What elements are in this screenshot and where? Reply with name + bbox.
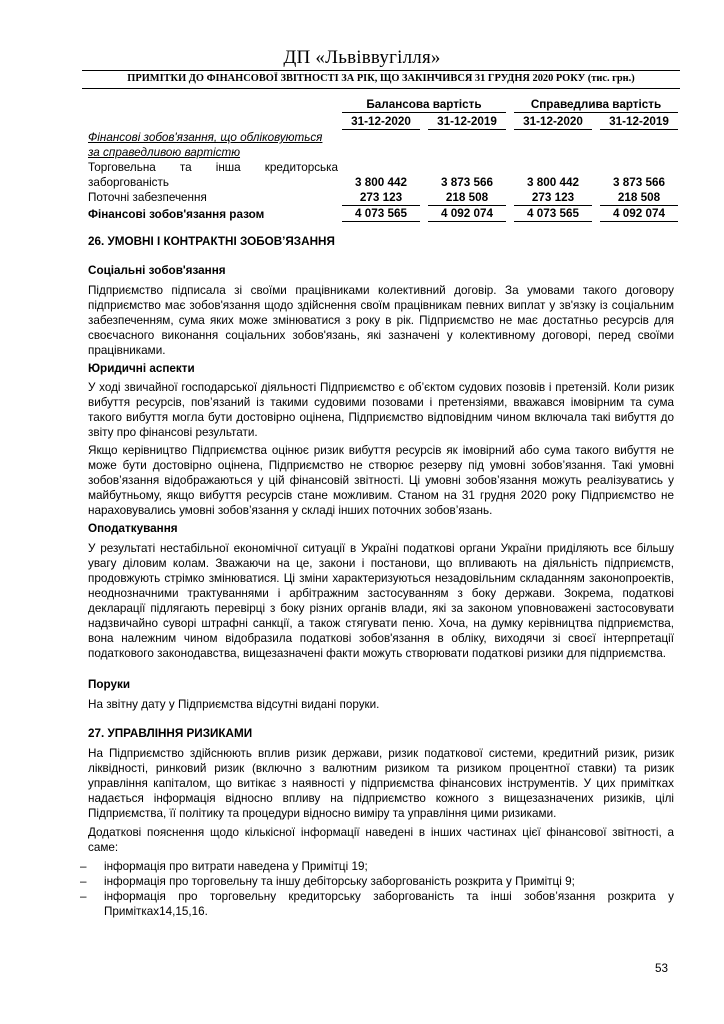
risk-management-paragraph-2: Додаткові пояснення щодо кількісної інформації наведені в інших частинах цієї фінансової звітності, а саме: bbox=[88, 826, 674, 854]
table-section-title: Фінансові зобов'язання, що обліковуються за справедливою вартістю bbox=[88, 131, 323, 159]
company-name: ДП «Львіввугілля» bbox=[283, 47, 441, 68]
table-cell: 3 873 566 bbox=[441, 176, 493, 189]
risk-management-paragraph-1: На Підприємство здійснюють вплив ризик держави, ризик податкової системи, кредитний ризик, ризик ліквідності, ринковий ризик (включно з валютним ризиком та ризиком процентної ставки) та ризик управління капіталом, що витікає з наявності у підприємства фінансових інструментів. У цих примітках надається інформація відносно впливу на підприємство кожного з вищезазначених ризиків, цілі Підприємства, її політику та процедури відносно виміру та управління цими ризиками. bbox=[88, 747, 674, 820]
table-cell: 4 073 565 bbox=[510, 205, 596, 222]
list-item: – інформація про витрати наведена у Примітці 19; bbox=[80, 860, 368, 873]
table-row bbox=[88, 160, 682, 190]
column-header: 31-12-2019 bbox=[596, 114, 682, 130]
financial-liabilities-table bbox=[88, 97, 682, 222]
list-item: – інформація про торговельну кредиторську заборгованість та інші зобов’язання розкрита у Примітках14,15,16. bbox=[80, 890, 674, 918]
dash-bullet: – bbox=[80, 860, 87, 873]
page-number: 53 bbox=[655, 962, 669, 975]
column-header: 31-12-2020 bbox=[338, 114, 424, 130]
table-group-header-row bbox=[88, 97, 682, 114]
table-cell: 273 123 bbox=[359, 191, 403, 204]
guarantees-paragraph: На звітну дату у Підприємства відсутні видані поруки. bbox=[88, 698, 380, 711]
row-label: Торговельна та інша кредиторська заборгованість bbox=[88, 161, 338, 189]
table-year-header-row bbox=[88, 114, 682, 130]
dash-bullet: – bbox=[80, 890, 87, 903]
table-cell: 273 123 bbox=[531, 191, 575, 204]
column-group-book-value: Балансова вартість bbox=[338, 97, 510, 114]
header-rule-top bbox=[82, 70, 680, 71]
table-cell: 3 800 442 bbox=[355, 176, 407, 189]
column-header: 31-12-2020 bbox=[510, 114, 596, 130]
section-27-title: 27. УПРАВЛІННЯ РИЗИКАМИ bbox=[88, 727, 253, 740]
table-cell: 3 800 442 bbox=[527, 176, 579, 189]
table-cell: 4 073 565 bbox=[338, 205, 424, 222]
social-obligations-heading: Соціальні зобов'язання bbox=[88, 264, 226, 277]
table-section-title-row bbox=[88, 130, 682, 160]
guarantees-heading: Поруки bbox=[88, 678, 131, 691]
social-obligations-paragraph: Підприємство підписала зі своїми працівниками колективний договір. За умовами такого договору підприємство має зобов'язання щодо здійснення своїм працівникам певних виплат у зв'язку із соціальним забезпеченням, сума яких може змінюватися з року в рік. Підприємство не має достатньо ресурсів для своєчасного виконання соціальних зобов'язань, які зазначені у колективному договорі, перед своїми працівниками. bbox=[88, 284, 674, 357]
table-cell: 3 873 566 bbox=[613, 176, 665, 189]
table-cell: 218 508 bbox=[445, 191, 489, 204]
table-row bbox=[88, 190, 682, 205]
report-subtitle: ПРИМІТКИ ДО ФІНАНСОВОЇ ЗВІТНОСТІ ЗА РІК, ЩО ЗАКІНЧИВСЯ 31 ГРУДНЯ 2020 РОКУ (тис. грн.) bbox=[127, 73, 635, 84]
table-total-row bbox=[88, 205, 682, 222]
legal-aspects-heading: Юридичні аспекти bbox=[88, 362, 195, 375]
section-26-title: 26. УМОВНІ І КОНТРАКТНІ ЗОБОВ’ЯЗАННЯ bbox=[88, 235, 335, 248]
column-header: 31-12-2019 bbox=[424, 114, 510, 130]
legal-aspects-paragraph-1: У ході звичайної господарської діяльності Підприємство є об’єктом судових позовів і претензій. Коли ризик вибуття ресурсів, пов’язаний із такими судовими позовами і претензіями, вважався імовірним та сума такого вибуття могла бути достовірно оцінена, Підприємство відповідним чином включала такі вибуття до звіту про фінансові результати. bbox=[88, 381, 674, 439]
legal-aspects-paragraph-2: Якщо керівництво Підприємства оцінює ризик вибуття ресурсів як імовірний або сума такого вибуття не може бути достовірно оцінена, Підприємство не створює резерву під умовні зобов’язання. Такі умовні зобов’язання відображаються у цій фінансовій звітності. Ці умовні зобов’язання можуть реалізуватись у майбутньому, якщо вибуття ресурсів стане можливим. Станом на 31 грудня 2020 року Підприємство не нараховувались умовні зобов’язання у складі інших поточних зобов’язань. bbox=[88, 444, 674, 517]
column-group-fair-value: Справедлива вартість bbox=[510, 97, 682, 114]
total-label: Фінансові зобов'язання разом bbox=[88, 208, 265, 221]
list-item: – інформація про торговельну та іншу дебіторську заборгованість розкрита у Примітці 9; bbox=[80, 875, 575, 888]
dash-bullet: – bbox=[80, 875, 87, 888]
taxation-paragraph: У результаті нестабільної економічної ситуації в Україні податкові органи України приділяють все більшу увагу діловим колам. Зважаючи на це, закони і постанови, що впливають на діяльність підприємств, продовжують стрімко змінюватися. Ці зміни характеризуються незадовільним складанням законопроектів, неоднозначними трактуваннями і арбітражним застосуванням з боку держави. Зокрема, податкові декларації підлягають перевірці з боку різних органів влади, які за законом уповноважені застосовувати надзвичайно суворі штрафні санкції, а також стягувати пеню. Хоча, на думку керівництва підприємства, вона належним чином відобразила податкові зобов'язання в обліку, виходячи зі своєї інтерпретації податкового законодавства, вищезазначені факти можуть створювати податкові ризики для підприємства. bbox=[88, 542, 674, 660]
risk-notes-list bbox=[80, 859, 674, 919]
table-cell: 4 092 074 bbox=[424, 205, 510, 222]
taxation-heading: Оподаткування bbox=[88, 522, 178, 535]
header-rule-bottom bbox=[82, 88, 680, 89]
table-cell: 218 508 bbox=[617, 191, 661, 204]
table-cell: 4 092 074 bbox=[596, 205, 682, 222]
row-label: Поточні забезпечення bbox=[88, 191, 207, 204]
